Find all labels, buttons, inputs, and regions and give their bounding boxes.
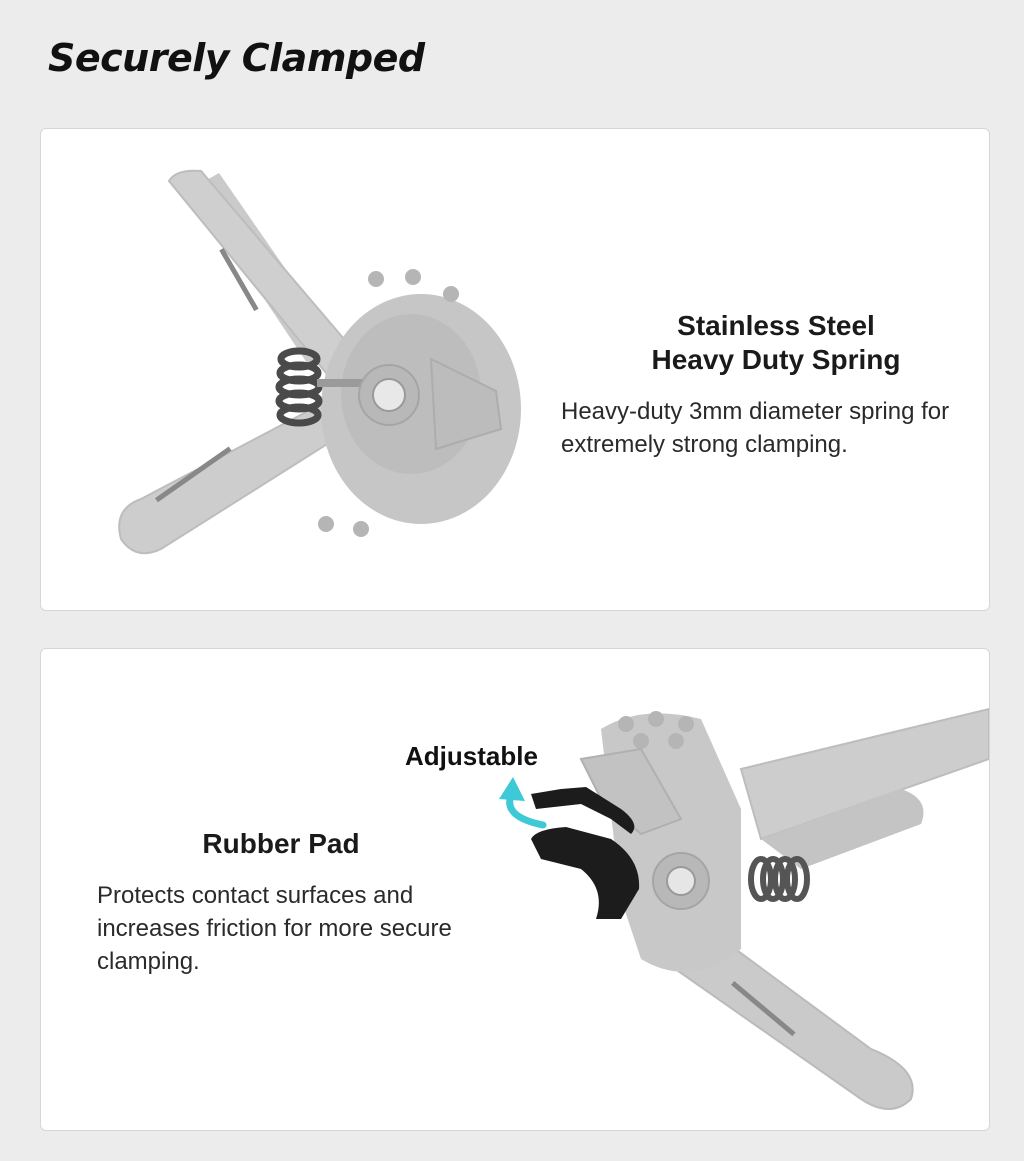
spring-card — [40, 128, 990, 611]
spring-heading-line2: Heavy Duty Spring — [651, 344, 901, 375]
rubber-pad-card — [40, 648, 990, 1131]
spring-heading — [601, 309, 951, 377]
adjustable-callout: Adjustable — [405, 741, 538, 771]
spring-description: Heavy-duty 3mm diameter spring for extremely strong clamping. — [561, 398, 950, 458]
page-title: Securely Clamped — [48, 36, 425, 80]
spring-coil — [279, 351, 319, 423]
spring-heading-line1: Stainless Steel — [677, 310, 875, 341]
rubber-pad-description: Protects contact surfaces and increases friction for more secure clamping. — [97, 882, 452, 975]
rubber-pad-heading: Rubber Pad — [202, 828, 360, 859]
